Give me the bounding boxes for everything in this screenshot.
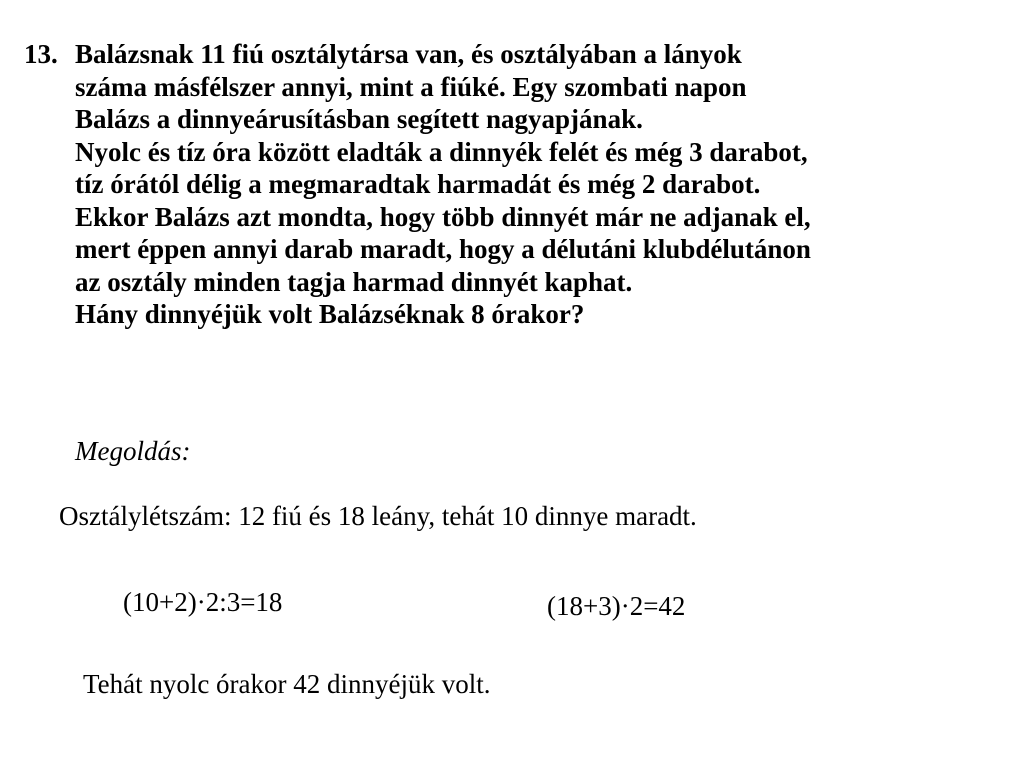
problem-line-1: 13. Balázsnak 11 fiú osztálytársa van, és osztályában a lányok	[24, 39, 742, 69]
solution-class-count: Osztálylétszám: 12 fiú és 18 leány, tehát 10 dinnye maradt.	[59, 501, 697, 531]
problem-line-6: Ekkor Balázs azt mondta, hogy több dinnyét már ne adjanak el,	[75, 201, 811, 232]
problem-question: Hány dinnyéjük volt Balázséknak 8 órakor?	[75, 299, 585, 329]
solution-heading: Megoldás:	[75, 436, 191, 466]
problem-line-3: Balázs a dinnyeárusításban segített nagyapjának.	[75, 104, 643, 134]
solution-conclusion: Tehát nyolc órakor 42 dinnyéjük volt.	[83, 669, 491, 699]
problem-line-5: tíz órától délig a megmaradtak harmadát és még 2 darabot.	[75, 169, 761, 199]
problem-line-7: mert éppen annyi darab maradt, hogy a délutáni klubdélutánon	[75, 234, 811, 264]
problem-line-4: Nyolc és tíz óra között eladták a dinnyék felét és még 3 darabot,	[75, 136, 808, 167]
problem-number: 13.	[24, 39, 58, 69]
problem-line-2: száma másfélszer annyi, mint a fiúké. Egy szombati napon	[75, 71, 747, 102]
solution-equation-1: (10+2)·2:3=18	[123, 587, 283, 617]
solution-equation-2: (18+3)·2=42	[547, 591, 686, 621]
problem-line-8: az osztály minden tagja harmad dinnyét kaphat.	[75, 266, 633, 297]
problem-statement	[24, 38, 1014, 331]
